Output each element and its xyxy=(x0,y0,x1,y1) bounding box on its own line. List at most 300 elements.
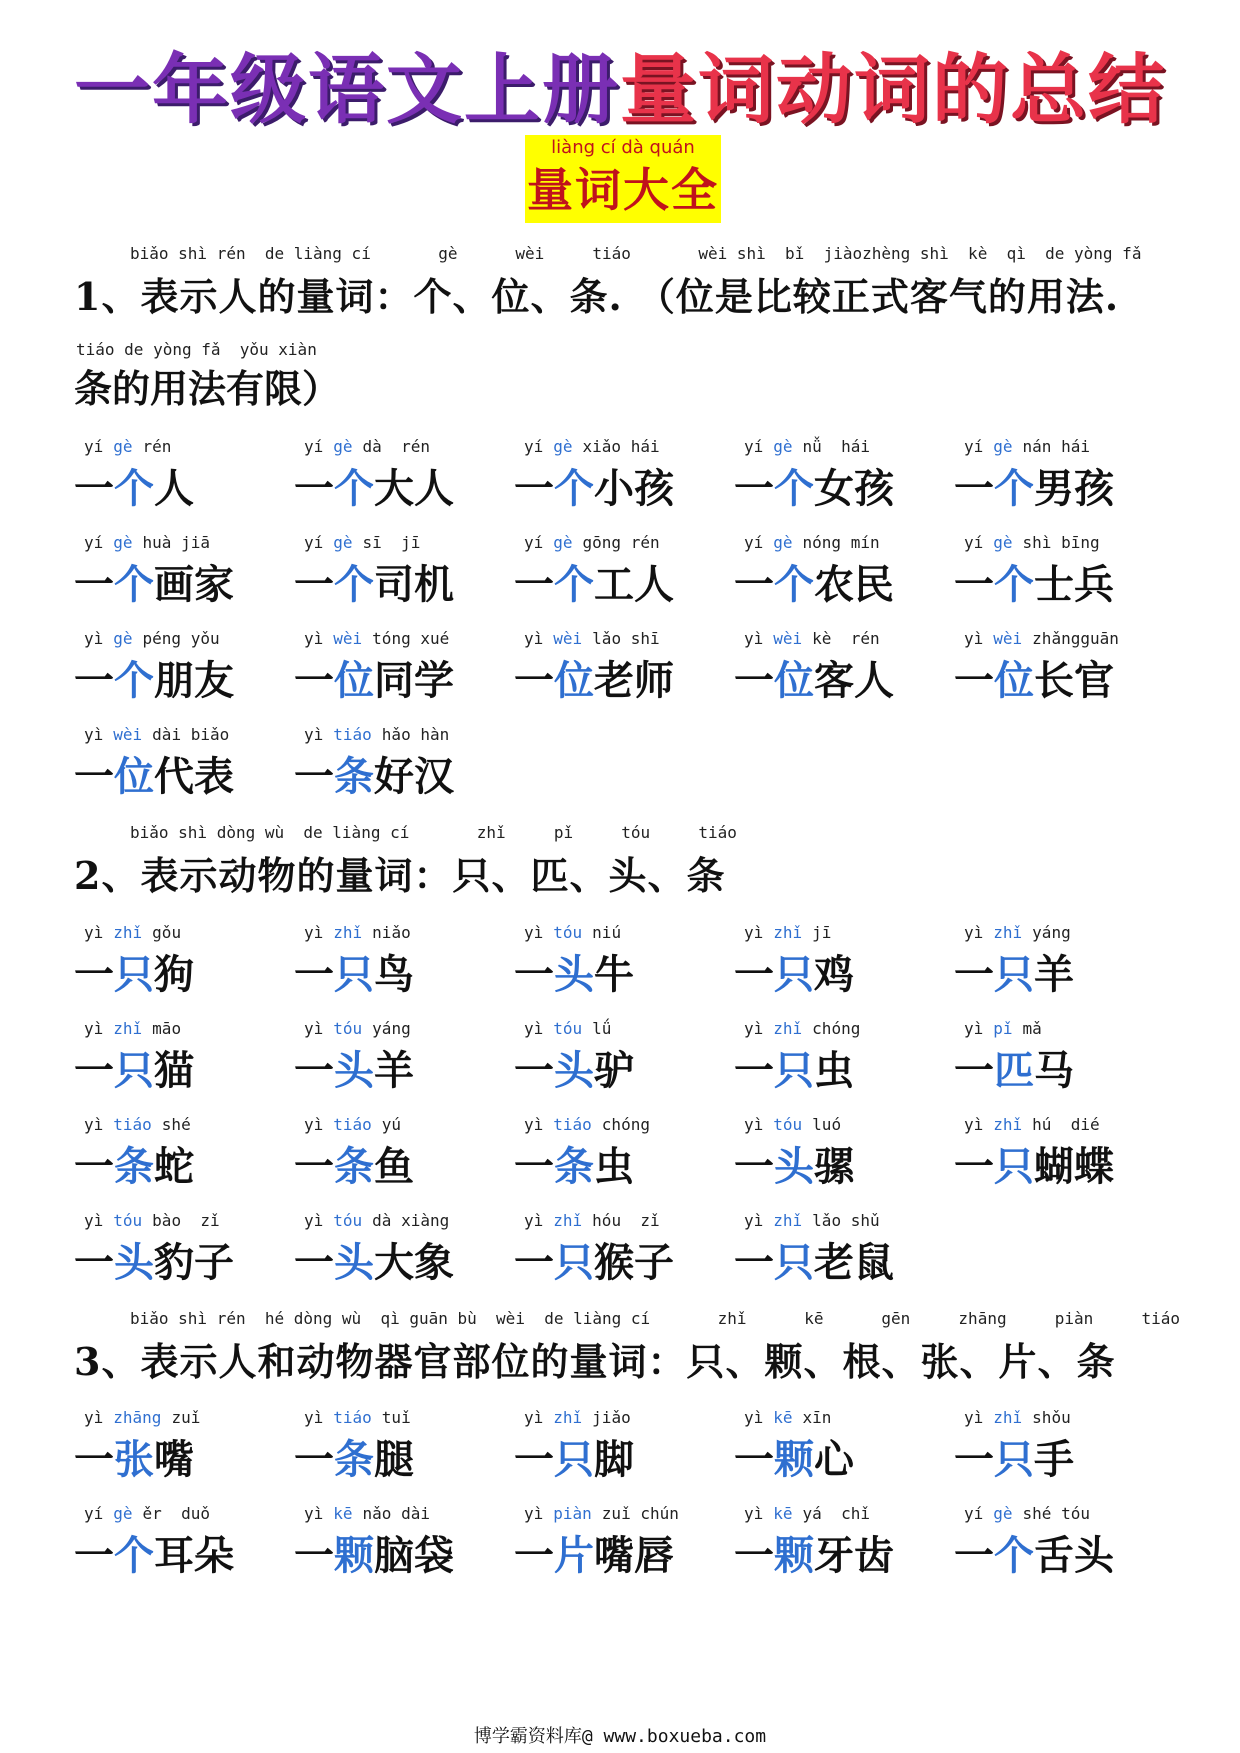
pinyin-yi: yì xyxy=(524,1115,544,1134)
numeral-yi: 一 xyxy=(954,1532,994,1579)
noun: 女孩 xyxy=(814,465,894,512)
section-3-pinyin: biǎo shì rén hé dòng wù qì guān bù wèi de liàng cí zhǐ kē gēn zhāng piàn tiáo xyxy=(130,1309,1180,1328)
pinyin-yi: yì xyxy=(84,1211,104,1230)
pinyin-measure: wèi xyxy=(113,725,143,744)
numeral-yi: 一 xyxy=(514,951,554,998)
item-text xyxy=(954,1135,1114,1192)
measure-word-item xyxy=(514,629,734,709)
item-pinyin xyxy=(964,533,1100,552)
pinyin-yi: yì xyxy=(524,629,544,648)
pinyin-yi: yí xyxy=(84,533,104,552)
pinyin-yi: yì xyxy=(84,725,104,744)
pinyin-noun: xiǎo hái xyxy=(582,437,660,456)
noun: 脚 xyxy=(594,1436,634,1483)
pinyin-measure: gè xyxy=(553,437,573,456)
measure-word-item xyxy=(734,1115,954,1195)
section-2-text: 2、表示动物的量词：只、匹、头、条 xyxy=(74,853,726,898)
measure-word: 位 xyxy=(774,657,814,704)
numeral-yi: 一 xyxy=(734,1143,774,1190)
pinyin-measure: kē xyxy=(773,1408,793,1427)
numeral-yi: 一 xyxy=(74,1143,114,1190)
item-pinyin xyxy=(524,1211,660,1230)
measure-word: 个 xyxy=(114,1532,154,1579)
pinyin-yi: yí xyxy=(304,437,324,456)
pinyin-measure: wèi xyxy=(553,629,583,648)
numeral-yi: 一 xyxy=(74,465,114,512)
pinyin-measure: zhǐ xyxy=(773,1211,803,1230)
pinyin-yi: yì xyxy=(84,1019,104,1038)
measure-word: 只 xyxy=(774,1047,814,1094)
item-pinyin xyxy=(304,725,449,744)
pinyin-yi: yì xyxy=(524,1211,544,1230)
pinyin-measure: zhāng xyxy=(113,1408,162,1427)
pinyin-noun: péng yǒu xyxy=(142,629,220,648)
measure-word-item xyxy=(514,1504,734,1584)
numeral-yi: 一 xyxy=(74,561,114,608)
measure-word-item xyxy=(74,1504,294,1584)
pinyin-measure: gè xyxy=(553,533,573,552)
section-3-text: 3、表示人和动物器官部位的量词：只、颗、根、张、片、条 xyxy=(74,1339,1116,1384)
noun: 士兵 xyxy=(1034,561,1114,608)
noun: 朋友 xyxy=(154,657,234,704)
item-text xyxy=(294,1039,414,1096)
item-pinyin xyxy=(964,1408,1071,1427)
noun: 羊 xyxy=(1034,951,1074,998)
measure-word-item xyxy=(514,1019,734,1099)
measure-word-item xyxy=(514,533,734,613)
measure-word-item xyxy=(514,923,734,1003)
pinyin-noun: nǚ hái xyxy=(802,437,870,456)
noun: 手 xyxy=(1034,1436,1074,1483)
title-part1: 一年级语文上册 xyxy=(74,45,620,134)
noun: 小孩 xyxy=(594,465,674,512)
pinyin-yi: yì xyxy=(744,1019,764,1038)
pinyin-noun: ěr duǒ xyxy=(142,1504,210,1523)
item-pinyin xyxy=(744,533,880,552)
pinyin-measure: zhǐ xyxy=(553,1408,583,1427)
numeral-yi: 一 xyxy=(294,561,334,608)
pinyin-noun: bào zǐ xyxy=(152,1211,220,1230)
pinyin-noun: jiǎo xyxy=(592,1408,631,1427)
noun: 鸟 xyxy=(374,951,414,998)
measure-word: 只 xyxy=(994,951,1034,998)
item-text xyxy=(954,1428,1074,1485)
item-text xyxy=(74,1428,194,1485)
item-text xyxy=(74,1231,234,1288)
item-pinyin xyxy=(84,533,210,552)
section-1-pinyin: biǎo shì rén de liàng cí gè wèi tiáo wèi shì bǐ jiàozhèng shì kè qì de yòng fǎ xyxy=(130,244,1142,263)
pinyin-yi: yì xyxy=(84,923,104,942)
pinyin-measure: tiáo xyxy=(333,725,372,744)
item-text xyxy=(74,649,234,706)
measure-word-item xyxy=(294,629,514,709)
footer-source: 博学霸资料库@ www.boxueba.com xyxy=(473,1726,767,1747)
item-pinyin xyxy=(304,1115,401,1134)
pinyin-noun: niǎo xyxy=(372,923,411,942)
measure-word: 个 xyxy=(114,561,154,608)
pinyin-measure: piàn xyxy=(553,1504,592,1523)
pinyin-yi: yì xyxy=(964,1115,984,1134)
noun: 男孩 xyxy=(1034,465,1114,512)
noun: 好汉 xyxy=(374,753,454,800)
item-text xyxy=(514,1428,634,1485)
measure-word-item xyxy=(954,1019,1174,1099)
item-text xyxy=(734,553,894,610)
measure-word-item xyxy=(74,533,294,613)
numeral-yi: 一 xyxy=(74,1239,114,1286)
numeral-yi: 一 xyxy=(954,951,994,998)
noun: 嘴 xyxy=(154,1436,194,1483)
pinyin-noun: nóng mín xyxy=(802,533,880,552)
noun: 工人 xyxy=(594,561,674,608)
measure-word-item xyxy=(734,1211,954,1291)
item-pinyin xyxy=(304,1504,430,1523)
pinyin-measure: zhǐ xyxy=(113,923,143,942)
pinyin-noun: shé tóu xyxy=(1022,1504,1090,1523)
numeral-yi: 一 xyxy=(294,753,334,800)
pinyin-noun: huà jiā xyxy=(142,533,210,552)
numeral-yi: 一 xyxy=(294,951,334,998)
measure-word-item xyxy=(954,437,1174,517)
pinyin-noun: jī xyxy=(812,923,832,942)
item-text xyxy=(514,1039,634,1096)
section-1-text: 1、表示人的量词：个、位、条. （位是比较正式客气的用法. xyxy=(74,274,1120,319)
noun: 代表 xyxy=(154,753,234,800)
item-pinyin xyxy=(304,1211,449,1230)
item-text xyxy=(294,649,454,706)
pinyin-measure: tiáo xyxy=(333,1115,372,1134)
pinyin-noun: yáng xyxy=(372,1019,411,1038)
pinyin-yi: yì xyxy=(964,1019,984,1038)
pinyin-measure: gè xyxy=(113,437,133,456)
measure-word-item xyxy=(294,1115,514,1195)
measure-word: 位 xyxy=(334,657,374,704)
item-text xyxy=(734,1231,894,1288)
pinyin-noun: shì bīng xyxy=(1022,533,1100,552)
item-text xyxy=(514,943,634,1000)
pinyin-measure: gè xyxy=(773,437,793,456)
numeral-yi: 一 xyxy=(734,951,774,998)
noun: 人 xyxy=(154,465,194,512)
noun: 骡 xyxy=(814,1143,854,1190)
pinyin-yi: yì xyxy=(304,1408,324,1427)
pinyin-measure: zhǐ xyxy=(113,1019,143,1038)
pinyin-yi: yì xyxy=(744,923,764,942)
numeral-yi: 一 xyxy=(734,1532,774,1579)
item-pinyin xyxy=(524,437,660,456)
measure-word-item xyxy=(734,629,954,709)
pinyin-noun: dà rén xyxy=(362,437,430,456)
measure-word: 个 xyxy=(554,561,594,608)
measure-word-item xyxy=(734,1504,954,1584)
numeral-yi: 一 xyxy=(734,1239,774,1286)
noun: 老鼠 xyxy=(814,1239,894,1286)
pinyin-measure: gè xyxy=(113,1504,133,1523)
pinyin-measure: gè xyxy=(993,533,1013,552)
pinyin-measure: tóu xyxy=(333,1019,363,1038)
pinyin-measure: kē xyxy=(333,1504,353,1523)
item-text xyxy=(734,1135,854,1192)
numeral-yi: 一 xyxy=(514,465,554,512)
measure-word-item xyxy=(734,1019,954,1099)
pinyin-yi: yì xyxy=(964,1408,984,1427)
noun: 大象 xyxy=(374,1239,454,1286)
measure-word: 条 xyxy=(334,753,374,800)
noun: 腿 xyxy=(374,1436,414,1483)
item-text xyxy=(734,649,894,706)
noun: 狗 xyxy=(154,951,194,998)
measure-word: 头 xyxy=(774,1143,814,1190)
pinyin-noun: shǒu xyxy=(1032,1408,1071,1427)
pinyin-noun: māo xyxy=(152,1019,182,1038)
pinyin-yi: yí xyxy=(744,533,764,552)
numeral-yi: 一 xyxy=(514,561,554,608)
item-pinyin xyxy=(304,629,449,648)
item-text xyxy=(954,553,1114,610)
measure-word: 头 xyxy=(114,1239,154,1286)
pinyin-measure: tiáo xyxy=(333,1408,372,1427)
item-text xyxy=(74,1135,194,1192)
pinyin-yi: yì xyxy=(304,629,324,648)
measure-word-item xyxy=(74,923,294,1003)
numeral-yi: 一 xyxy=(734,465,774,512)
pinyin-noun: rén xyxy=(142,437,172,456)
noun: 驴 xyxy=(594,1047,634,1094)
measure-word: 片 xyxy=(554,1532,594,1579)
numeral-yi: 一 xyxy=(294,1047,334,1094)
measure-word: 个 xyxy=(994,561,1034,608)
section-1-cont-pinyin: tiáo de yòng fǎ yǒu xiàn xyxy=(76,340,317,359)
pinyin-yi: yì xyxy=(524,1408,544,1427)
item-pinyin xyxy=(744,629,880,648)
pinyin-noun: hú dié xyxy=(1032,1115,1100,1134)
pinyin-yi: yì xyxy=(304,1019,324,1038)
measure-word-item xyxy=(954,1408,1174,1488)
item-pinyin xyxy=(84,725,229,744)
pinyin-noun: kè rén xyxy=(812,629,880,648)
pinyin-measure: gè xyxy=(773,533,793,552)
measure-word-item xyxy=(294,1408,514,1488)
noun: 脑袋 xyxy=(374,1532,454,1579)
measure-word: 只 xyxy=(334,951,374,998)
pinyin-noun: chóng xyxy=(601,1115,650,1134)
noun: 虫 xyxy=(814,1047,854,1094)
measure-word-item xyxy=(514,1115,734,1195)
item-text xyxy=(514,649,674,706)
numeral-yi: 一 xyxy=(734,1047,774,1094)
pinyin-measure: tóu xyxy=(553,1019,583,1038)
pinyin-yi: yì xyxy=(744,1211,764,1230)
item-pinyin xyxy=(84,629,220,648)
noun: 马 xyxy=(1034,1047,1074,1094)
pinyin-noun: hǎo hàn xyxy=(381,725,450,744)
measure-word: 只 xyxy=(774,1239,814,1286)
pinyin-measure: kē xyxy=(773,1504,793,1523)
item-pinyin xyxy=(744,923,831,942)
measure-word-item xyxy=(954,1115,1174,1195)
item-pinyin xyxy=(84,437,171,456)
measure-word: 匹 xyxy=(994,1047,1034,1094)
measure-word: 只 xyxy=(994,1436,1034,1483)
noun: 羊 xyxy=(374,1047,414,1094)
pinyin-measure: gè xyxy=(993,1504,1013,1523)
subtitle-text: 量词大全 xyxy=(527,163,719,217)
pinyin-measure: gè xyxy=(333,437,353,456)
numeral-yi: 一 xyxy=(734,657,774,704)
pinyin-measure: wèi xyxy=(333,629,363,648)
numeral-yi: 一 xyxy=(74,1047,114,1094)
noun: 蛇 xyxy=(154,1143,194,1190)
noun: 长官 xyxy=(1034,657,1114,704)
measure-word-item xyxy=(954,629,1174,709)
pinyin-yi: yì xyxy=(524,1019,544,1038)
pinyin-yi: yì xyxy=(304,1115,324,1134)
pinyin-measure: tiáo xyxy=(553,1115,592,1134)
measure-word-item xyxy=(514,437,734,517)
pinyin-noun: zhǎngguān xyxy=(1032,629,1119,648)
measure-word: 头 xyxy=(334,1047,374,1094)
item-text xyxy=(954,1039,1074,1096)
noun: 猫 xyxy=(154,1047,194,1094)
pinyin-yi: yì xyxy=(84,1408,104,1427)
numeral-yi: 一 xyxy=(74,1532,114,1579)
numeral-yi: 一 xyxy=(514,657,554,704)
measure-word: 头 xyxy=(334,1239,374,1286)
noun: 牛 xyxy=(594,951,634,998)
item-pinyin xyxy=(744,1211,880,1230)
noun: 猴子 xyxy=(594,1239,674,1286)
measure-word-item xyxy=(294,1211,514,1291)
item-text xyxy=(294,1135,414,1192)
numeral-yi: 一 xyxy=(74,1436,114,1483)
item-pinyin xyxy=(304,1019,411,1038)
pinyin-measure: pǐ xyxy=(993,1019,1013,1038)
item-text xyxy=(514,553,674,610)
measure-word-item xyxy=(74,725,294,805)
pinyin-noun: gōng rén xyxy=(582,533,660,552)
pinyin-noun: tuǐ xyxy=(381,1408,411,1427)
pinyin-measure: zhǐ xyxy=(333,923,363,942)
measure-word: 个 xyxy=(994,465,1034,512)
noun: 耳朵 xyxy=(154,1532,234,1579)
numeral-yi: 一 xyxy=(294,1436,334,1483)
item-text xyxy=(734,457,894,514)
pinyin-noun: yú xyxy=(381,1115,402,1134)
pinyin-noun: zuǐ xyxy=(171,1408,201,1427)
pinyin-noun: luó xyxy=(812,1115,842,1134)
item-pinyin xyxy=(524,1408,631,1427)
measure-word: 个 xyxy=(334,561,374,608)
item-pinyin xyxy=(304,437,430,456)
item-text xyxy=(74,1524,234,1581)
noun: 客人 xyxy=(814,657,894,704)
item-text xyxy=(74,943,194,1000)
noun: 大人 xyxy=(374,465,454,512)
measure-word: 条 xyxy=(334,1436,374,1483)
measure-word-item xyxy=(74,1408,294,1488)
measure-word-item xyxy=(74,629,294,709)
pinyin-noun: chóng xyxy=(812,1019,861,1038)
noun: 鱼 xyxy=(374,1143,414,1190)
noun: 农民 xyxy=(814,561,894,608)
measure-word-item xyxy=(734,437,954,517)
item-pinyin xyxy=(964,1019,1042,1038)
noun: 牙齿 xyxy=(814,1532,894,1579)
numeral-yi: 一 xyxy=(514,1239,554,1286)
pinyin-noun: tóng xué xyxy=(372,629,450,648)
item-text xyxy=(74,1039,194,1096)
numeral-yi: 一 xyxy=(954,1143,994,1190)
pinyin-noun: nǎo dài xyxy=(362,1504,430,1523)
numeral-yi: 一 xyxy=(954,1436,994,1483)
measure-word: 条 xyxy=(334,1143,374,1190)
numeral-yi: 一 xyxy=(74,753,114,800)
noun: 蝴蝶 xyxy=(1034,1143,1114,1190)
pinyin-noun: dài biǎo xyxy=(152,725,230,744)
pinyin-measure: wèi xyxy=(993,629,1023,648)
item-pinyin xyxy=(964,629,1119,648)
measure-word: 位 xyxy=(114,753,154,800)
pinyin-noun: mǎ xyxy=(1022,1019,1042,1038)
pinyin-measure: gè xyxy=(113,629,133,648)
numeral-yi: 一 xyxy=(954,657,994,704)
pinyin-yi: yí xyxy=(964,437,984,456)
noun: 老师 xyxy=(594,657,674,704)
noun: 嘴唇 xyxy=(594,1532,674,1579)
item-pinyin xyxy=(964,1115,1100,1134)
subtitle-pinyin: liàng cí dà quán xyxy=(551,137,695,158)
measure-word-item xyxy=(294,923,514,1003)
measure-word: 个 xyxy=(994,1532,1034,1579)
numeral-yi: 一 xyxy=(294,1532,334,1579)
pinyin-noun: yá chǐ xyxy=(802,1504,870,1523)
item-pinyin xyxy=(744,1115,841,1134)
pinyin-noun: xīn xyxy=(802,1408,832,1427)
pinyin-measure: zhǐ xyxy=(993,923,1023,942)
measure-word: 只 xyxy=(114,1047,154,1094)
measure-word: 颗 xyxy=(334,1532,374,1579)
item-pinyin xyxy=(84,1211,220,1230)
pinyin-yi: yí xyxy=(84,1504,104,1523)
item-pinyin xyxy=(964,437,1090,456)
item-pinyin xyxy=(304,533,420,552)
noun: 司机 xyxy=(374,561,454,608)
pinyin-yi: yí xyxy=(964,533,984,552)
noun: 虫 xyxy=(594,1143,634,1190)
pinyin-yi: yì xyxy=(304,725,324,744)
measure-word: 只 xyxy=(554,1239,594,1286)
pinyin-yi: yì xyxy=(744,1115,764,1134)
measure-word-item xyxy=(954,1504,1174,1584)
numeral-yi: 一 xyxy=(514,1047,554,1094)
item-pinyin xyxy=(84,1115,191,1134)
measure-word: 颗 xyxy=(774,1532,814,1579)
pinyin-measure: tóu xyxy=(553,923,583,942)
item-text xyxy=(294,1231,454,1288)
noun: 画家 xyxy=(154,561,234,608)
measure-word-item xyxy=(294,1504,514,1584)
pinyin-yi: yì xyxy=(964,629,984,648)
pinyin-measure: tóu xyxy=(773,1115,803,1134)
pinyin-measure: zhǐ xyxy=(993,1408,1023,1427)
numeral-yi: 一 xyxy=(954,561,994,608)
noun: 心 xyxy=(814,1436,854,1483)
item-pinyin xyxy=(524,1504,679,1523)
measure-word-item xyxy=(734,923,954,1003)
pinyin-yi: yí xyxy=(524,533,544,552)
numeral-yi: 一 xyxy=(954,465,994,512)
numeral-yi: 一 xyxy=(74,657,114,704)
